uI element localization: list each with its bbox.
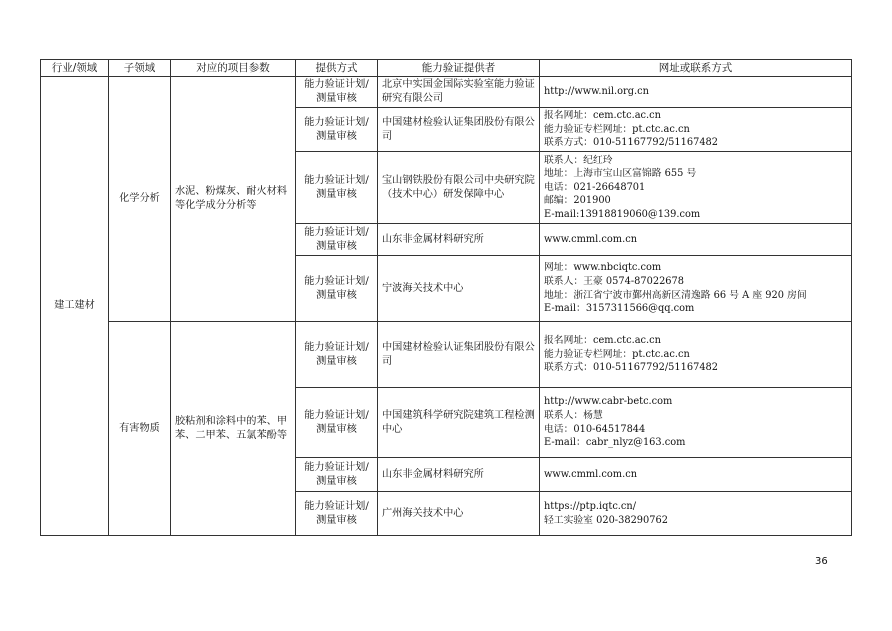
subfield-cell: 化学分析 bbox=[109, 77, 171, 322]
contact-line: 报名网址：cem.ctc.ac.cn bbox=[544, 335, 661, 347]
provider-cell: 中国建筑科学研究院建筑工程检测中心 bbox=[378, 388, 540, 458]
header-subfield: 子领域 bbox=[109, 60, 171, 77]
method-cell: 能力验证计划/测量审核 bbox=[296, 322, 378, 388]
contact-line: www.cmml.com.cn bbox=[544, 233, 638, 245]
contact-cell bbox=[540, 458, 852, 492]
contact-line: https://ptp.iqtc.cn/ bbox=[544, 500, 637, 512]
provider-cell: 山东非金属材料研究所 bbox=[378, 458, 540, 492]
provider-cell: 广州海关技术中心 bbox=[378, 492, 540, 536]
table-row bbox=[41, 77, 852, 108]
method-cell: 能力验证计划/测量审核 bbox=[296, 458, 378, 492]
contact-line: E-mail：3157311566@qq.com bbox=[544, 303, 695, 315]
params-cell: 水泥、粉煤灰、耐火材料等化学成分分析等 bbox=[171, 77, 296, 322]
method-cell: 能力验证计划/测量审核 bbox=[296, 388, 378, 458]
params-cell: 胶粘剂和涂料中的苯、甲苯、二甲苯、五氯苯酚等 bbox=[171, 322, 296, 536]
contact-line: http://www.cabr-betc.com bbox=[544, 396, 673, 408]
method-cell: 能力验证计划/测量审核 bbox=[296, 152, 378, 224]
contact-cell bbox=[540, 152, 852, 224]
contact-line: 电话：010-64517844 bbox=[544, 423, 646, 435]
method-cell: 能力验证计划/测量审核 bbox=[296, 256, 378, 322]
industry-cell: 建工建材 bbox=[41, 77, 109, 536]
page-number: 36 bbox=[815, 556, 828, 567]
contact-line: 报名网址：cem.ctc.ac.cn bbox=[544, 110, 661, 122]
contact-cell bbox=[540, 77, 852, 108]
contact-line: www.cmml.com.cn bbox=[544, 468, 638, 480]
contact-line: E-mail：cabr_nlyz@163.com bbox=[544, 437, 686, 449]
contact-line: 网址：www.nbciqtc.com bbox=[544, 262, 662, 274]
method-cell: 能力验证计划/测量审核 bbox=[296, 77, 378, 108]
contact-line: 地址：浙江省宁波市鄞州高新区清逸路 66 号 A 座 920 房间 bbox=[544, 289, 807, 301]
contact-cell bbox=[540, 388, 852, 458]
contact-line: http://www.nil.org.cn bbox=[544, 86, 649, 98]
contact-line: E-mail:13918819060@139.com bbox=[544, 208, 701, 220]
header-provider: 能力验证提供者 bbox=[378, 60, 540, 77]
contact-cell bbox=[540, 492, 852, 536]
provider-cell: 中国建材检验认证集团股份有限公司 bbox=[378, 108, 540, 152]
contact-line: 邮编：201900 bbox=[544, 195, 611, 207]
proficiency-testing-table bbox=[40, 59, 852, 536]
contact-cell bbox=[540, 256, 852, 322]
header-method: 提供方式 bbox=[296, 60, 378, 77]
provider-cell: 宝山钢铁股份有限公司中央研究院（技术中心）研发保障中心 bbox=[378, 152, 540, 224]
contact-line: 地址：上海市宝山区富锦路 655 号 bbox=[544, 168, 697, 180]
contact-cell bbox=[540, 224, 852, 256]
contact-line: 联系人：纪红玲 bbox=[544, 154, 613, 166]
header-contact: 网址或联系方式 bbox=[540, 60, 852, 77]
table-header-row bbox=[41, 60, 852, 77]
contact-line: 联系方式：010-51167792/51167482 bbox=[544, 137, 719, 149]
provider-cell: 北京中实国金国际实验室能力验证研究有限公司 bbox=[378, 77, 540, 108]
method-cell: 能力验证计划/测量审核 bbox=[296, 224, 378, 256]
contact-line: 联系人：王豪 0574-87022678 bbox=[544, 275, 685, 287]
provider-cell: 宁波海关技术中心 bbox=[378, 256, 540, 322]
header-params: 对应的项目参数 bbox=[171, 60, 296, 77]
method-cell: 能力验证计划/测量审核 bbox=[296, 492, 378, 536]
contact-line: 电话：021-26648701 bbox=[544, 181, 646, 193]
contact-line: 联系人：杨慧 bbox=[544, 409, 603, 421]
contact-cell bbox=[540, 108, 852, 152]
method-cell: 能力验证计划/测量审核 bbox=[296, 108, 378, 152]
table-row bbox=[41, 322, 852, 388]
provider-cell: 山东非金属材料研究所 bbox=[378, 224, 540, 256]
provider-cell: 中国建材检验认证集团股份有限公司 bbox=[378, 322, 540, 388]
contact-cell bbox=[540, 322, 852, 388]
contact-line: 能力验证专栏网址：pt.ctc.ac.cn bbox=[544, 348, 690, 360]
subfield-cell: 有害物质 bbox=[109, 322, 171, 536]
contact-line: 能力验证专栏网址：pt.ctc.ac.cn bbox=[544, 123, 690, 135]
contact-line: 联系方式：010-51167792/51167482 bbox=[544, 362, 719, 374]
contact-line: 轻工实验室 020-38290762 bbox=[544, 514, 668, 526]
header-industry: 行业/领域 bbox=[41, 60, 109, 77]
